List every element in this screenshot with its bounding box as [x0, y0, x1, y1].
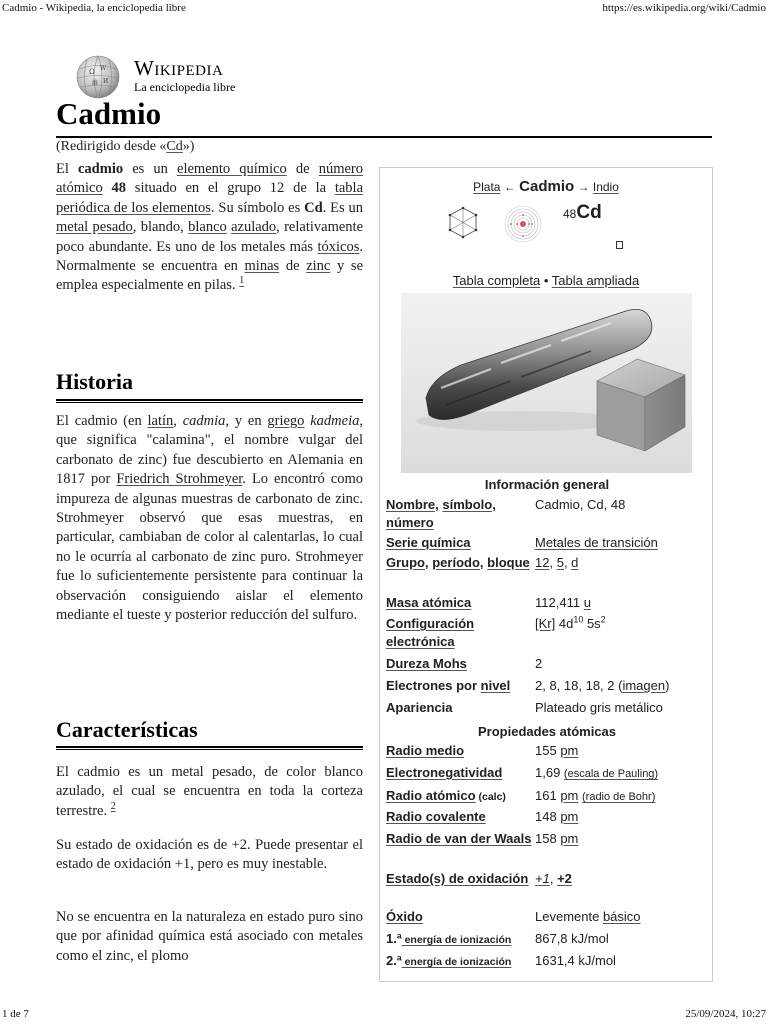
wikipedia-logo[interactable]	[74, 54, 274, 100]
caracteristicas-paragraph-2: Su estado de oxidación es de +2. Puede presentar el estado de oxidación +1, pero es muy inestable.	[56, 837, 363, 873]
value-electrones: 2, 8, 18, 18, 2 (	[535, 678, 623, 693]
label-sep: ,	[435, 497, 443, 512]
link-nombre[interactable]: Nombre	[386, 497, 436, 512]
link-pm[interactable]: pm	[560, 831, 579, 846]
label-ionizacion-2	[386, 952, 534, 971]
link-minas[interactable]: minas	[244, 258, 280, 275]
link-kr[interactable]: [Kr]	[535, 616, 556, 631]
value-sep: ,	[549, 871, 558, 886]
historia-text: ,	[173, 413, 183, 429]
wikipedia-globe-icon	[74, 54, 124, 100]
link-nivel[interactable]: nivel	[480, 678, 511, 693]
link-latin[interactable]: latín	[147, 413, 174, 429]
section-informacion-general: Información general	[484, 477, 610, 492]
link-periodo[interactable]: período	[432, 555, 480, 570]
section-heading-caracteristicas: Características	[56, 717, 198, 742]
historia-paragraph	[56, 412, 363, 625]
periodic-table-links	[380, 273, 712, 288]
historia-italic-term: cadmia	[182, 413, 226, 429]
link-dureza-mohs[interactable]: Dureza Mohs	[386, 656, 467, 671]
link-escala-de-pauling[interactable]: (escala de Pauling)	[563, 768, 659, 780]
link-tabla-ampliada[interactable]: Tabla ampliada	[551, 273, 640, 288]
link-blanco[interactable]: blanco	[188, 219, 227, 236]
caracteristicas-paragraph-1	[56, 763, 363, 821]
intro-paragraph	[56, 160, 363, 296]
section-heading-historia: Historia	[56, 369, 133, 394]
value-sep: ,	[549, 555, 557, 570]
element-navigation	[380, 178, 712, 195]
link-grupo-12[interactable]: 12	[535, 555, 550, 570]
label-nombre	[386, 496, 534, 532]
value-radio-medio: 155	[535, 743, 561, 758]
historia-italic-term: kadmeia	[310, 413, 360, 429]
missing-image-icon	[616, 241, 623, 249]
value-radio-atomico: 161	[535, 788, 561, 803]
intro-text: es un	[123, 161, 178, 177]
value-nombre: Cadmio, Cd, 48	[535, 497, 626, 512]
link-separator: •	[540, 273, 552, 288]
link-unidad-u[interactable]: u	[583, 595, 591, 610]
config-5s-exp: 2	[600, 614, 606, 625]
intro-bold-term: cadmio	[78, 161, 124, 177]
redirect-source-link[interactable]: Cd	[166, 139, 183, 154]
label-sep: ,	[492, 497, 496, 512]
row-electronegatividad	[386, 764, 708, 787]
row-configuracion	[386, 615, 708, 655]
row-ionizacion-2	[386, 952, 708, 974]
link-azulado[interactable]: azulado	[231, 219, 277, 236]
label-ordinal-2: 2.ª	[386, 953, 402, 968]
historia-text: . Lo encontró como impureza de algunas muestras de carbonato de zinc. Strohmeyer observó que esas muestras, en particular, cambiaban de color al calentarlas, lo cual no le ocurría al carbonato de zinc puro. Strohmeyer fue lo suficientemente persistente para continuar la observación consiguiendo aislar el elemento mediante el tueste y posterior reducción del sulfuro.	[56, 471, 363, 624]
row-ionizacion-1	[386, 930, 708, 952]
link-radio-atomico[interactable]: Radio atómico	[386, 788, 476, 803]
link-radio-medio[interactable]: Radio medio	[386, 743, 465, 758]
historia-text: El cadmio (en	[56, 413, 148, 429]
link-pm[interactable]: pm	[560, 743, 579, 758]
config-5s: 5s	[583, 616, 601, 631]
row-masa	[386, 594, 708, 615]
link-pm[interactable]: pm	[560, 809, 579, 824]
section-rule	[56, 399, 363, 403]
cadmium-sample-photo[interactable]	[401, 293, 692, 473]
right-arrow-icon: →	[577, 180, 590, 194]
historia-text: , que significa "calamina", el nombre vulgar del carbonato de zinc) fue descubierto en Alemania en 1817 por	[56, 413, 363, 488]
print-page-title: Cadmio - Wikipedia, la enciclopedia libre	[2, 2, 186, 14]
intro-bold-number: 48	[102, 180, 127, 197]
intro-text: El	[56, 161, 78, 177]
print-datetime: 25/09/2024, 10:27	[685, 1008, 766, 1020]
link-radio-de-bohr[interactable]: (radio de Bohr)	[582, 791, 656, 803]
row-radio-covalente	[386, 808, 708, 830]
atomic-number: 48	[563, 207, 577, 221]
link-metales-de-transicion[interactable]: Metales de transición	[535, 535, 658, 550]
link-grupo[interactable]: Grupo	[386, 555, 425, 570]
value-masa: 112,411	[535, 595, 584, 610]
electron-shell-diagram-icon[interactable]	[498, 204, 548, 244]
reference-1-link[interactable]: 1	[239, 275, 245, 287]
link-oxidacion-plus2[interactable]: +2	[557, 871, 572, 886]
link-next-element[interactable]: Indio	[592, 180, 619, 194]
intro-text: de	[279, 258, 307, 275]
row-oxido	[386, 908, 708, 930]
link-metal-pesado[interactable]: metal pesado	[56, 219, 133, 236]
properties-table	[386, 474, 708, 974]
label-apariencia: Apariencia	[386, 700, 453, 715]
link-simbolo[interactable]: símbolo	[442, 497, 493, 512]
link-griego[interactable]: griego	[267, 413, 305, 429]
element-symbol-text: Cd	[576, 202, 602, 223]
wikipedia-wordmark: Wikipedia	[134, 56, 224, 80]
link-radio-van-der-waals[interactable]: Radio de van der Waals	[386, 831, 532, 846]
intro-text: . Su símbolo es	[210, 199, 305, 216]
link-periodo-5[interactable]: 5	[556, 555, 564, 570]
intro-text: , relativamente poco abundante. Es uno de los metales más	[56, 219, 364, 255]
print-page-url: https://es.wikipedia.org/wiki/Cadmio	[602, 2, 766, 14]
row-mohs	[386, 655, 708, 677]
svg-text:Ω: Ω	[89, 68, 95, 76]
value-electronegatividad: 1,69	[535, 765, 564, 780]
link-toxicos[interactable]: tóxicos	[317, 238, 360, 255]
print-footer	[2, 1008, 766, 1022]
redirect-notice	[56, 139, 194, 155]
row-radio-vdw	[386, 830, 708, 870]
section-rule	[56, 746, 363, 750]
link-prev-element[interactable]: Plata	[473, 180, 501, 194]
config-4d-exp: 10	[573, 614, 584, 625]
svg-text:И: И	[103, 78, 109, 85]
link-imagen[interactable]: imagen	[622, 678, 666, 693]
row-radio-medio	[386, 742, 708, 764]
row-apariencia	[386, 699, 708, 721]
intro-text: de	[286, 161, 319, 177]
link-oxidacion-plus1[interactable]: +1	[535, 871, 550, 886]
link-serie-quimica[interactable]: Serie química	[386, 535, 471, 550]
element-symbol	[563, 202, 602, 224]
row-serie	[386, 534, 708, 554]
intro-text: , blando,	[132, 219, 189, 236]
link-oxido[interactable]: Óxido	[386, 909, 423, 924]
caracteristicas-paragraph-3: No se encuentra en la naturaleza en estado puro sino que por afinidad química está asociado con metales como el zinc, el plomo	[56, 909, 363, 964]
print-page-number: 1 de 7	[2, 1008, 29, 1020]
link-pm[interactable]: pm	[560, 788, 579, 803]
row-estados-oxidacion	[386, 870, 708, 908]
reference-2-link[interactable]: 2	[110, 800, 116, 812]
link-estados-de-oxidacion[interactable]: Estado(s) de oxidación	[386, 871, 529, 886]
value-ionizacion-1: 867,8 kJ/mol	[535, 931, 609, 946]
config-4d: 4d	[555, 616, 574, 631]
element-infobox	[379, 167, 713, 982]
link-energia-ionizacion-1[interactable]: energía de ionización	[401, 934, 512, 946]
link-electronegatividad[interactable]: Electronegatividad	[386, 765, 503, 780]
link-numero[interactable]: número	[386, 515, 434, 530]
value-mohs: 2	[535, 656, 543, 671]
row-grupo	[386, 554, 708, 594]
link-bloque[interactable]: bloque	[487, 555, 530, 570]
label-sep: ,	[425, 555, 433, 570]
intro-text: y se emplea especialmente en pilas.	[56, 258, 364, 294]
label-ordinal-1: 1.ª	[386, 931, 402, 946]
value-radio-covalente: 148	[535, 809, 561, 824]
link-basico[interactable]: básico	[602, 909, 641, 924]
value-sep: ,	[563, 555, 572, 570]
label-radio-atomico	[386, 787, 534, 806]
link-tabla-completa[interactable]: Tabla completa	[452, 273, 541, 288]
link-numero-atomico[interactable]: número atómico	[56, 161, 363, 197]
value-close-paren: )	[665, 678, 670, 693]
print-header	[2, 2, 766, 16]
link-masa-atomica[interactable]: Masa atómica	[386, 595, 472, 610]
row-radio-atomico	[386, 787, 708, 808]
value-apariencia: Plateado gris metálico	[535, 700, 663, 715]
link-tabla-periodica[interactable]: tabla periódica de los elementos	[56, 180, 364, 216]
redirect-prefix: (Redirigido desde «	[56, 139, 167, 154]
caracteristicas-text: El cadmio es un metal pesado, de color blanco azulado, el cual se encuentra en toda la corteza terrestre.	[56, 764, 363, 819]
row-nombre	[386, 496, 708, 534]
section-propiedades-atomicas: Propiedades atómicas	[478, 724, 616, 739]
value-ionizacion-2: 1631,4 kJ/mol	[535, 953, 616, 968]
intro-text: . Normalmente se encuentra en	[56, 238, 363, 275]
svg-text:維: 維	[92, 80, 99, 87]
svg-text:W: W	[100, 65, 107, 72]
link-friedrich-strohmeyer[interactable]: Friedrich Strohmeyer	[116, 471, 243, 488]
row-electrones	[386, 677, 708, 699]
crystal-structure-icon[interactable]	[444, 204, 482, 242]
link-energia-ionizacion-2[interactable]: energía de ionización	[401, 956, 512, 968]
link-radio-covalente[interactable]: Radio covalente	[386, 809, 486, 824]
intro-text: . Es un	[322, 199, 363, 216]
value-radio-vdw: 158	[535, 831, 561, 846]
label-electrones	[386, 677, 534, 695]
link-bloque-d[interactable]: d	[571, 555, 579, 570]
label-electrones-text: Electrones por	[386, 678, 481, 693]
label-sep: ,	[479, 555, 488, 570]
intro-text: situado en el grupo 12 de la	[126, 180, 335, 197]
value-oxido: Levemente	[535, 909, 603, 924]
historia-text: , y en	[225, 413, 268, 429]
intro-bold-symbol: Cd	[304, 199, 323, 216]
link-configuracion-electronica[interactable]: Configuración electrónica	[386, 616, 475, 649]
current-element-name: Cadmio	[519, 178, 575, 195]
label-ionizacion-1	[386, 930, 534, 949]
redirect-suffix: »)	[182, 139, 195, 154]
label-grupo	[386, 554, 534, 572]
wikipedia-tagline: La enciclopedia libre	[134, 80, 236, 94]
page-title: Cadmio	[56, 96, 162, 131]
link-zinc[interactable]: zinc	[306, 258, 331, 275]
link-elemento-quimico[interactable]: elemento químico	[177, 161, 287, 177]
left-arrow-icon: ←	[503, 180, 516, 194]
label-calc: (calc)	[475, 791, 506, 803]
title-underline	[56, 136, 712, 138]
cadmium-bar-and-cube-image	[401, 293, 692, 473]
